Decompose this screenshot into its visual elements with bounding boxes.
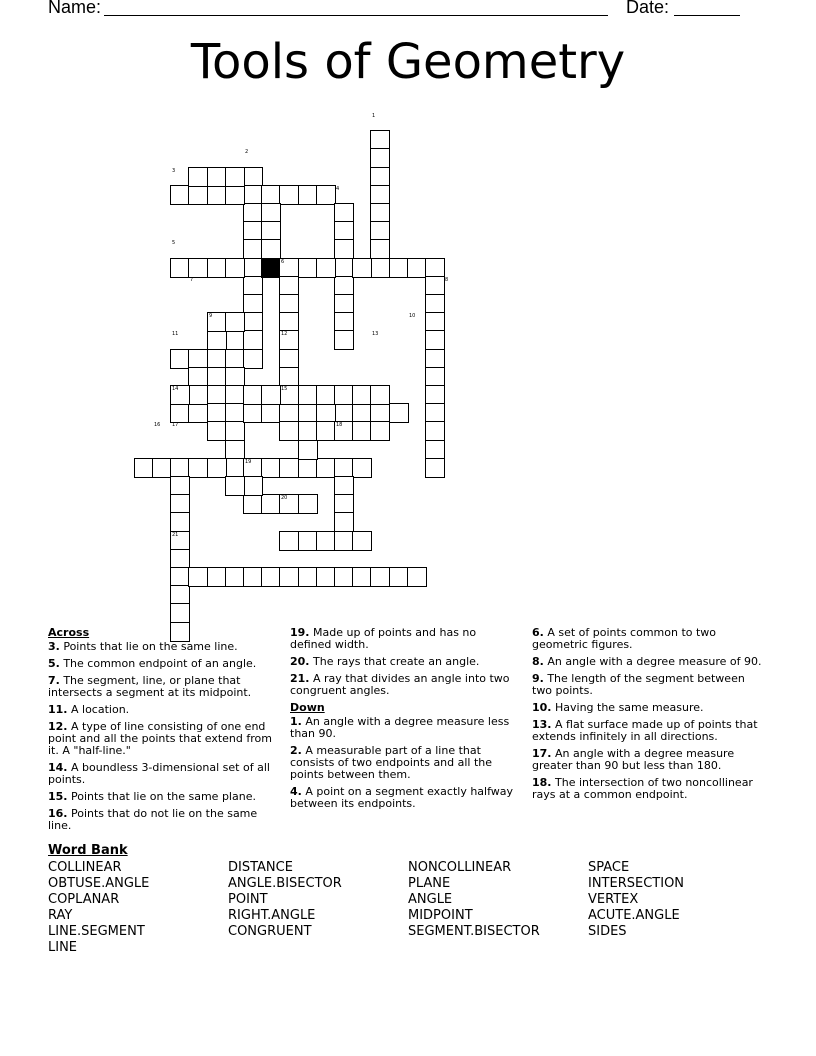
clue-number-label: 8 (445, 277, 449, 283)
crossword-cell[interactable] (243, 167, 263, 187)
clue-text: Points that do not lie on the same line. (48, 807, 258, 832)
crossword-cell[interactable] (425, 403, 445, 423)
crossword-cell[interactable] (243, 385, 263, 405)
crossword-cell[interactable] (370, 148, 390, 168)
crossword-cell[interactable] (298, 185, 318, 205)
clue-number: 3. (48, 640, 60, 653)
clue-number: 4. (290, 785, 302, 798)
word-bank-item: LINE.SEGMENT (48, 924, 145, 939)
crossword-cell[interactable] (334, 385, 354, 405)
word-bank-item: INTERSECTION (588, 876, 685, 891)
page-title: Tools of Geometry (190, 34, 626, 90)
crossword-cell[interactable] (170, 258, 190, 278)
crossword-cell[interactable] (298, 494, 318, 514)
clue-number-label: 6 (281, 259, 285, 265)
clue-number-label: 7 (190, 277, 194, 283)
crossword-cell[interactable] (334, 512, 354, 532)
crossword-cell[interactable] (334, 276, 354, 296)
crossword-cell[interactable] (170, 567, 190, 587)
clue-number: 9. (532, 672, 544, 685)
clue-number-label: 4 (336, 186, 340, 192)
clue-text: A point on a segment exactly halfway between its endpoints. (290, 785, 514, 810)
crossword-cell[interactable] (389, 567, 409, 587)
crossword-cell[interactable] (170, 512, 190, 532)
crossword-cell[interactable] (170, 476, 190, 496)
clue-number-label: 14 (172, 386, 179, 392)
crossword-cell[interactable] (207, 567, 227, 587)
crossword-cell[interactable] (207, 167, 227, 187)
crossword-cell[interactable] (170, 185, 190, 205)
crossword-cell[interactable] (225, 258, 245, 278)
crossword-cell[interactable] (370, 167, 390, 187)
clue-item (48, 704, 278, 716)
clue-number: 16. (48, 807, 68, 820)
clue-number-label: 2 (245, 149, 249, 155)
crossword-cell[interactable] (370, 130, 390, 150)
clue-item (48, 808, 278, 832)
crossword-cell[interactable] (425, 458, 445, 478)
crossword-cell[interactable] (352, 458, 372, 478)
crossword-cell[interactable] (170, 603, 190, 623)
crossword-cell[interactable] (370, 567, 390, 587)
crossword-cell[interactable] (261, 494, 281, 514)
crossword-cell[interactable] (261, 403, 281, 423)
crossword-cell[interactable] (316, 458, 336, 478)
clue-number-label: 18 (336, 422, 343, 428)
clue-text: An angle with a degree measure less than 90. (290, 715, 510, 740)
crossword-cell[interactable] (334, 203, 354, 223)
clue-item (532, 627, 762, 651)
crossword-cell[interactable] (279, 312, 299, 332)
crossword-cell[interactable] (225, 440, 245, 460)
clue-text: Made up of points and has no defined width. (290, 626, 477, 651)
clue-item (290, 627, 515, 651)
crossword-cell[interactable] (334, 458, 354, 478)
crossword-cell[interactable] (316, 531, 336, 551)
clue-number-label: 16 (154, 422, 161, 428)
crossword-cell[interactable] (389, 403, 409, 423)
crossword-cell[interactable] (261, 385, 281, 405)
clue-number: 21. (290, 672, 310, 685)
crossword-cell[interactable] (425, 312, 445, 332)
crossword-cell[interactable] (352, 258, 372, 278)
word-bank-item: COLLINEAR (48, 860, 122, 875)
clue-number-label: 15 (281, 386, 288, 392)
crossword-cell[interactable] (207, 458, 227, 478)
crossword-cell[interactable] (243, 330, 263, 350)
crossword-cell[interactable] (225, 403, 245, 423)
crossword-cell[interactable] (261, 239, 281, 259)
crossword-cell[interactable] (298, 403, 318, 423)
clue-text: A location. (67, 703, 130, 716)
crossword-cell[interactable] (261, 185, 281, 205)
word-bank-item: SPACE (588, 860, 630, 875)
crossword-cell[interactable] (207, 258, 227, 278)
down-heading: Down (290, 701, 325, 714)
crossword-cell[interactable] (334, 476, 354, 496)
clue-text: The intersection of two noncollinear rays at a common endpoint. (532, 776, 753, 801)
crossword-cell[interactable] (352, 531, 372, 551)
crossword-cell[interactable] (370, 203, 390, 223)
clues-column-1 (48, 627, 278, 837)
clue-text: A flat surface made up of points that extends infinitely in all directions. (532, 718, 758, 743)
crossword-cell[interactable] (243, 567, 263, 587)
crossword-cell[interactable] (316, 385, 336, 405)
crossword-cell[interactable] (425, 276, 445, 296)
clue-number-label: 19 (245, 459, 252, 465)
clue-number: 18. (532, 776, 552, 789)
crossword-cell[interactable] (389, 258, 409, 278)
crossword-cell[interactable] (334, 221, 354, 241)
crossword-cell[interactable] (207, 385, 227, 405)
crossword-cell[interactable] (316, 185, 336, 205)
crossword-cell[interactable] (370, 403, 390, 423)
crossword-cell[interactable] (334, 312, 354, 332)
clue-text: A measurable part of a line that consists of two endpoints and all the points between them. (290, 744, 493, 781)
crossword-cell[interactable] (425, 367, 445, 387)
clue-number: 6. (532, 626, 544, 639)
word-bank-item: OBTUSE.ANGLE (48, 876, 150, 891)
crossword-cell[interactable] (279, 421, 299, 441)
clue-item (48, 791, 278, 803)
crossword-cell[interactable] (370, 185, 390, 205)
word-bank-item: ACUTE.ANGLE (588, 908, 680, 923)
crossword-cell[interactable] (207, 367, 227, 387)
clue-text: A boundless 3-dimensional set of all points. (48, 761, 270, 786)
crossword-cell[interactable] (225, 421, 245, 441)
crossword-cell[interactable] (225, 185, 245, 205)
crossword-cell[interactable] (243, 239, 263, 259)
crossword-cell[interactable] (243, 294, 263, 314)
word-bank-item: ANGLE (408, 892, 453, 907)
clue-number: 12. (48, 720, 68, 733)
crossword-cell[interactable] (352, 421, 372, 441)
crossword-cell[interactable] (425, 421, 445, 441)
crossword-cell[interactable] (243, 349, 263, 369)
name-label: Name: (48, 0, 102, 17)
clue-number: 11. (48, 703, 68, 716)
crossword-cell[interactable] (352, 385, 372, 405)
clue-item (48, 762, 278, 786)
clue-number-label: 3 (172, 168, 176, 174)
crossword-cell[interactable] (316, 258, 336, 278)
clue-item (532, 748, 762, 772)
clue-number: 15. (48, 790, 68, 803)
crossword-cell[interactable] (243, 494, 263, 514)
crossword-cell[interactable] (334, 258, 354, 278)
clue-number-label: 11 (172, 331, 179, 337)
crossword-cell[interactable] (207, 421, 227, 441)
crossword-cell[interactable] (279, 185, 299, 205)
crossword-cell[interactable] (188, 458, 208, 478)
crossword-cell[interactable] (425, 349, 445, 369)
clue-number: 2. (290, 744, 302, 757)
clue-text: Points that lie on the same line. (59, 640, 238, 653)
clue-number-label: 17 (172, 422, 179, 428)
clue-item (48, 641, 278, 653)
clue-number: 1. (290, 715, 302, 728)
clue-text: An angle with a degree measure of 90. (543, 655, 762, 668)
crossword-cell[interactable] (188, 349, 208, 369)
crossword-cell[interactable] (298, 258, 318, 278)
crossword-cell[interactable] (425, 440, 445, 460)
clue-item (48, 721, 278, 757)
crossword-cell[interactable] (188, 385, 208, 405)
crossword-cell[interactable] (225, 458, 245, 478)
crossword-cell[interactable] (298, 440, 318, 460)
word-bank-item: SEGMENT.BISECTOR (408, 924, 540, 939)
clue-number: 14. (48, 761, 68, 774)
clue-number: 8. (532, 655, 544, 668)
clue-item (48, 675, 278, 699)
clue-number: 10. (532, 701, 552, 714)
clue-item (290, 656, 515, 668)
crossword-cell[interactable] (243, 258, 263, 278)
crossword-cell[interactable] (188, 185, 208, 205)
clue-number-label: 21 (172, 532, 179, 538)
crossword-cell[interactable] (243, 221, 263, 241)
crossword-cell[interactable] (407, 567, 427, 587)
crossword-cell[interactable] (316, 403, 336, 423)
clue-item (290, 716, 515, 740)
crossword-cell[interactable] (170, 349, 190, 369)
date-label: Date: (626, 0, 670, 17)
crossword-cell[interactable] (279, 294, 299, 314)
clue-item (532, 656, 762, 668)
crossword-cell[interactable] (279, 403, 299, 423)
word-bank-item: LINE (48, 940, 78, 955)
word-bank-item: DISTANCE (228, 860, 293, 875)
crossword-cell[interactable] (298, 531, 318, 551)
crossword-cell[interactable] (298, 567, 318, 587)
clue-number-label: 10 (409, 313, 416, 319)
clue-number: 13. (532, 718, 552, 731)
crossword-cell[interactable] (407, 258, 427, 278)
crossword-cell[interactable] (279, 531, 299, 551)
crossword-cell[interactable] (243, 312, 263, 332)
word-bank-item: PLANE (408, 876, 451, 891)
clue-number: 20. (290, 655, 310, 668)
crossword-cell[interactable] (334, 567, 354, 587)
crossword-cell[interactable] (261, 221, 281, 241)
crossword-cell[interactable] (316, 567, 336, 587)
clue-number-label: 1 (372, 113, 376, 119)
crossword-cell[interactable] (243, 276, 263, 296)
clue-number-label: 12 (281, 331, 288, 337)
clue-item (290, 745, 515, 781)
crossword-cell[interactable] (243, 403, 263, 423)
crossword-cell[interactable] (170, 494, 190, 514)
word-bank-item: RAY (48, 908, 73, 923)
crossword-cell[interactable] (188, 167, 208, 187)
crossword-cell[interactable] (279, 458, 299, 478)
word-bank-item: SIDES (588, 924, 627, 939)
crossword-cell[interactable] (425, 294, 445, 314)
crossword-cell[interactable] (352, 567, 372, 587)
crossword-cell[interactable] (425, 385, 445, 405)
crossword-cell[interactable] (225, 349, 245, 369)
crossword-cell[interactable] (370, 221, 390, 241)
crossword-cell[interactable] (207, 349, 227, 369)
crossword-cell[interactable] (207, 330, 227, 350)
crossword-cell[interactable] (334, 294, 354, 314)
word-bank-column (228, 860, 408, 940)
crossword-cell[interactable] (225, 567, 245, 587)
crossword-cell[interactable] (225, 476, 245, 496)
crossword-cell[interactable] (225, 367, 245, 387)
clue-number-label: 5 (172, 240, 176, 246)
crossword-cell[interactable] (316, 421, 336, 441)
crossword-cell[interactable] (188, 403, 208, 423)
down-clue-list (290, 716, 515, 810)
word-bank-column (408, 860, 588, 940)
clues-column-3 (532, 627, 762, 806)
crossword-cell[interactable] (170, 549, 190, 569)
clue-number: 7. (48, 674, 60, 687)
clue-number-label: 13 (372, 331, 379, 337)
word-bank-item: NONCOLLINEAR (408, 860, 512, 875)
clue-text: An angle with a degree measure greater than 90 but less than 180. (532, 747, 735, 772)
crossword-cell[interactable] (298, 421, 318, 441)
clue-number-label: 20 (281, 495, 288, 501)
clue-item (532, 719, 762, 743)
word-bank-item: RIGHT.ANGLE (228, 908, 316, 923)
word-bank-item: POINT (228, 892, 268, 907)
word-bank-column (588, 860, 768, 940)
clue-text: A type of line consisting of one end point and all the points that extend from it. A "half-line." (48, 720, 272, 757)
word-bank-item: ANGLE.BISECTOR (228, 876, 342, 891)
crossword-cell[interactable] (243, 476, 263, 496)
word-bank-item: COPLANAR (48, 892, 120, 907)
crossword-cell[interactable] (188, 367, 208, 387)
clue-text: The common endpoint of an angle. (59, 657, 257, 670)
crossword-cell[interactable] (370, 385, 390, 405)
word-bank-column (48, 860, 228, 956)
crossword-cell[interactable] (279, 367, 299, 387)
crossword-cell[interactable] (370, 421, 390, 441)
clue-text: Points that lie on the same plane. (67, 790, 256, 803)
across-heading: Across (48, 626, 90, 639)
clue-number: 5. (48, 657, 60, 670)
crossword-cell[interactable] (334, 494, 354, 514)
crossword-cell[interactable] (188, 567, 208, 587)
crossword-cell[interactable] (279, 567, 299, 587)
crossword-cell[interactable] (261, 567, 281, 587)
across-clue-list (48, 641, 278, 832)
clue-text: A set of points common to two geometric figures. (532, 626, 717, 651)
crossword-cell[interactable] (225, 167, 245, 187)
word-bank-item: CONGRUENT (228, 924, 312, 939)
crossword-cell[interactable] (334, 330, 354, 350)
clue-text: The length of the segment between two points. (532, 672, 745, 697)
clues-column-2 (290, 627, 515, 815)
crossword-cell[interactable] (261, 203, 281, 223)
crossword-cell[interactable] (279, 349, 299, 369)
clue-text: The rays that create an angle. (309, 655, 480, 668)
clue-item (532, 777, 762, 801)
crossword-cell[interactable] (170, 585, 190, 605)
crossword-cell[interactable] (225, 385, 245, 405)
clue-item (532, 673, 762, 697)
word-bank-item: MIDPOINT (408, 908, 473, 923)
crossword-black-cell (261, 258, 281, 278)
crossword-cell[interactable] (170, 403, 190, 423)
clue-text: A ray that divides an angle into two congruent angles. (290, 672, 510, 697)
clue-item (48, 658, 278, 670)
crossword-cell[interactable] (243, 203, 263, 223)
clue-item (532, 702, 762, 714)
crossword-cell[interactable] (352, 403, 372, 423)
down-clue-list-continued (532, 627, 762, 801)
crossword-cell[interactable] (334, 531, 354, 551)
crossword-cell[interactable] (370, 239, 390, 259)
clue-text: Having the same measure. (551, 701, 704, 714)
crossword-cell[interactable] (170, 458, 190, 478)
crossword-cell[interactable] (207, 185, 227, 205)
word-bank-item: VERTEX (588, 892, 639, 907)
across-clue-list-continued (290, 627, 515, 697)
clue-item (290, 673, 515, 697)
crossword-cell[interactable] (134, 458, 154, 478)
crossword-cell[interactable] (298, 458, 318, 478)
word-bank-title: Word Bank (48, 843, 128, 858)
clue-number: 17. (532, 747, 552, 760)
crossword-cell[interactable] (279, 276, 299, 296)
crossword-cell[interactable] (225, 312, 245, 332)
crossword-cell[interactable] (243, 185, 263, 205)
crossword-cell[interactable] (152, 458, 172, 478)
crossword-cell[interactable] (188, 258, 208, 278)
crossword-cell[interactable] (298, 385, 318, 405)
crossword-cell[interactable] (425, 330, 445, 350)
crossword-cell[interactable] (334, 239, 354, 259)
crossword-cell[interactable] (261, 458, 281, 478)
crossword-cell[interactable] (207, 403, 227, 423)
clue-text: The segment, line, or plane that intersects a segment at its midpoint. (48, 674, 252, 699)
crossword-cell[interactable] (370, 258, 390, 278)
crossword-cell[interactable] (425, 258, 445, 278)
clue-item (290, 786, 515, 810)
clue-number-label: 9 (209, 313, 213, 319)
clue-number: 19. (290, 626, 310, 639)
